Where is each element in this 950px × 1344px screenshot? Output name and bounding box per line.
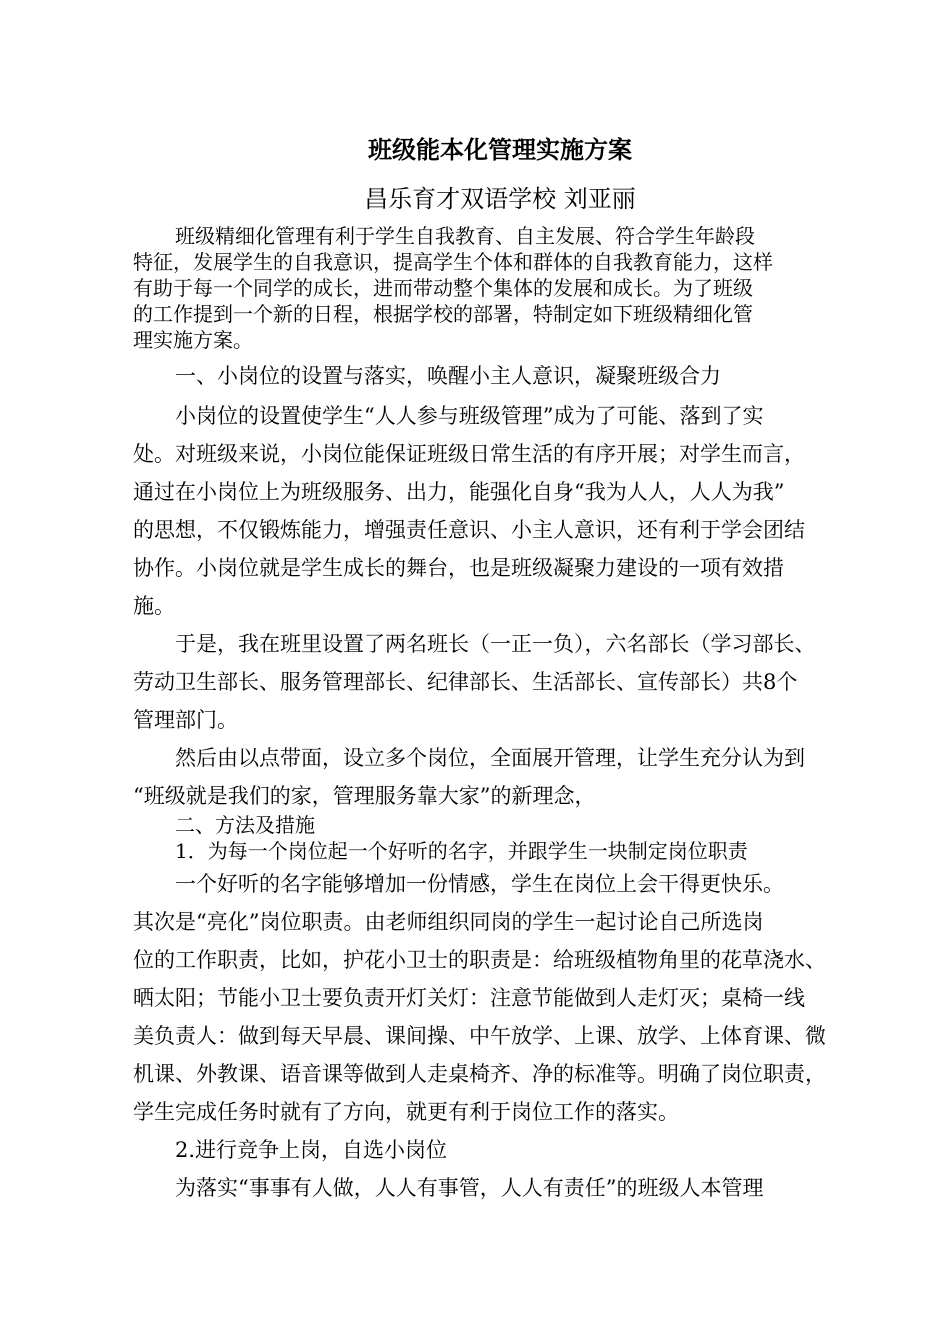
document-title: 班级能本化管理实施方案 bbox=[368, 136, 632, 164]
body-line: 小岗位的设置使学生“人人参与班级管理”成为了可能、落到了实 bbox=[175, 404, 764, 428]
body-line: 晒太阳；节能小卫士要负责开灯关灯：注意节能做到人走灯灭；桌椅一线 bbox=[133, 986, 805, 1010]
body-line: 美负责人：做到每天早晨、课间操、中午放学、上课、放学、上体育课、微 bbox=[133, 1024, 826, 1048]
body-line: 处。对班级来说，小岗位能保证班级日常生活的有序开展；对学生而言， bbox=[133, 442, 805, 466]
body-line: 然后由以点带面，设立多个岗位，全面展开管理，让学生充分认为到 bbox=[175, 746, 805, 770]
body-line: 学生完成任务时就有了方向，就更有利于岗位工作的落实。 bbox=[133, 1100, 679, 1124]
body-line: 有助于每一个同学的成长，进而带动整个集体的发展和成长。为了班级 bbox=[133, 276, 753, 300]
body-line: 施。 bbox=[133, 594, 175, 618]
section-heading: 二、方法及措施 bbox=[175, 813, 315, 837]
body-line: 为落实“事事有人做，人人有事管，人人有责任”的班级人本管理 bbox=[175, 1176, 764, 1200]
body-line: 协作。小岗位就是学生成长的舞台，也是班级凝聚力建设的一项有效措 bbox=[133, 556, 784, 580]
body-line: 通过在小岗位上为班级服务、出力，能强化自身“我为人人，人人为我” bbox=[133, 480, 785, 504]
body-line: 机课、外教课、语音课等做到人走桌椅齐、净的标准等。明确了岗位职责， bbox=[133, 1062, 826, 1086]
body-line: 于是，我在班里设置了两名班长（一正一负），六名部长（学习部长、 bbox=[175, 632, 816, 656]
section-heading: 一、小岗位的设置与落实，唤醒小主人意识，凝聚班级合力 bbox=[175, 364, 721, 388]
author-line: 昌乐育才双语学校 刘亚丽 bbox=[364, 185, 636, 213]
body-line: 其次是“亮化”岗位职责。由老师组织同岗的学生一起讨论自己所选岗 bbox=[133, 910, 764, 934]
body-line: 理实施方案。 bbox=[133, 328, 253, 352]
body-line: 位的工作职责，比如，护花小卫士的职责是：给班级植物角里的花草浇水、 bbox=[133, 948, 826, 972]
body-line: 劳动卫生部长、服务管理部长、纪律部长、生活部长、宣传部长）共8个 bbox=[133, 670, 798, 694]
subsection-heading: 2.进行竞争上岗，自选小岗位 bbox=[175, 1138, 448, 1162]
body-line: “班级就是我们的家，管理服务靠大家”的新理念， bbox=[133, 784, 596, 808]
body-line: 的思想，不仅锻炼能力，增强责任意识、小主人意识，还有利于学会团结 bbox=[133, 518, 805, 542]
subsection-heading: 1．为每一个岗位起一个好听的名字，并跟学生一块制定岗位职责 bbox=[175, 839, 748, 863]
body-line: 的工作提到一个新的日程，根据学校的部署，特制定如下班级精细化管 bbox=[133, 302, 753, 326]
body-line: 管理部门。 bbox=[133, 708, 238, 732]
body-line: 特征，发展学生的自我意识，提高学生个体和群体的自我教育能力，这样 bbox=[133, 250, 773, 274]
body-line: 班级精细化管理有利于学生自我教育、自主发展、符合学生年龄段 bbox=[175, 224, 755, 248]
body-line: 一个好听的名字能够增加一份情感，学生在岗位上会干得更快乐。 bbox=[175, 872, 784, 896]
